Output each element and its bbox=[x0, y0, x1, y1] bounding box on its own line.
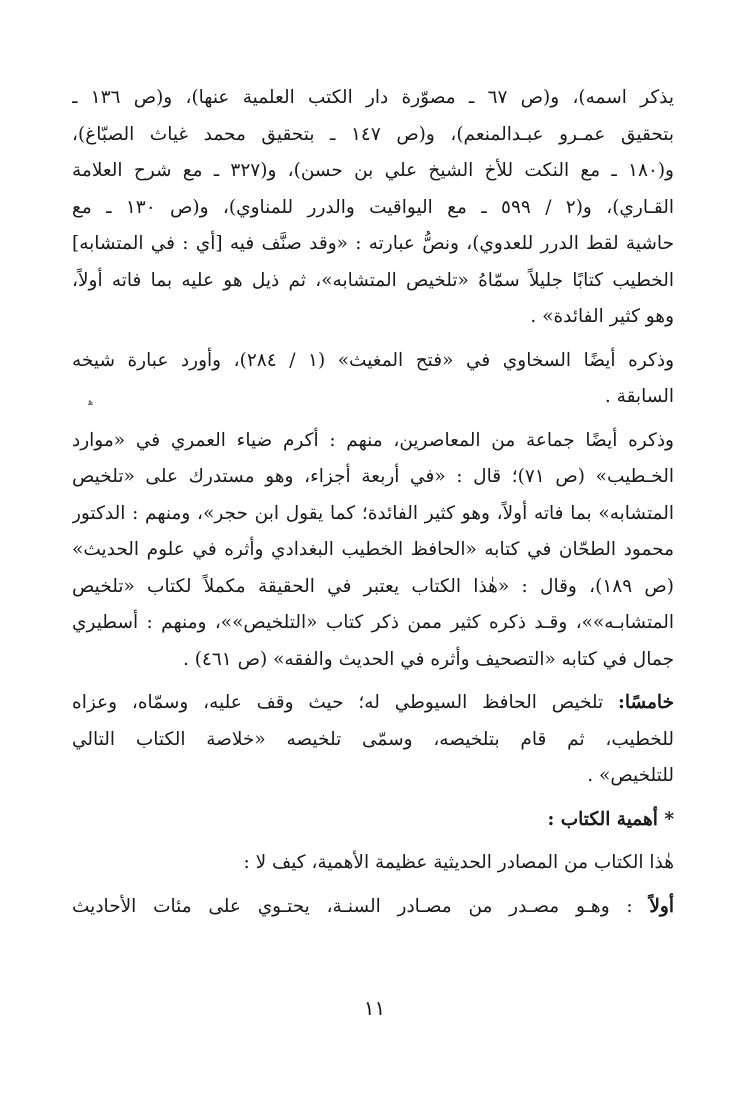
section-heading: * أهمية الكتاب : bbox=[547, 808, 674, 830]
text-line: السابقة . bbox=[604, 386, 674, 407]
text-line bbox=[72, 685, 674, 722]
text-line: الخطيب كتابًا جليلاً سمّاهُ «تلخيص المتشابه»، ثم ذيل هو عليه بما فاته أولاً، bbox=[72, 269, 674, 291]
text-line: وذكره أيضًا جماعة من المعاصرين، منهم : أكرم ضياء العمري في «موارد bbox=[72, 429, 674, 451]
text-run: تلخيص الحافظ السيوطي له؛ حيث وقف عليه، وسمّاه، وعزاه bbox=[72, 692, 619, 713]
text-line: (ص ١٨٩)، وقال : «هٰذا الكتاب يعتبر في الحقيقة مكملاً لكتاب «تلخيص bbox=[72, 575, 674, 597]
text-line: المتشابه» بما فاته أولاً، وهو كثير الفائدة؛ كما يقول ابن حجر»، ومنهم : الدكتور bbox=[72, 502, 674, 524]
paragraph-3 bbox=[72, 423, 674, 679]
text-line: وهو كثير الفائدة» . bbox=[530, 306, 674, 327]
text-line: المتشابـه»»، وقـد ذكره كثير ممن ذكر كتاب «التلخيص»»، ومنهم : أسطيري bbox=[72, 612, 674, 633]
first-point-lead: أولاً bbox=[649, 895, 674, 917]
page-number: ١١ bbox=[363, 996, 386, 1020]
text-line: يذكر اسمه)، و(ص ٦٧ ـ مصوّرة دار الكتب العلمية عنها)، و(ص ١٣٦ ـ bbox=[72, 87, 674, 108]
paragraph-1 bbox=[72, 80, 674, 336]
page-text-block bbox=[72, 80, 674, 925]
text-run: : وهـو مصـدر من مصـادر السنـة، يحتـوي على مئات الأحاديث bbox=[72, 895, 650, 917]
paragraph-lead: خامسًا: bbox=[618, 692, 674, 713]
margin-mark: ﻫ bbox=[88, 397, 94, 408]
section-intro: هٰذا الكتاب من المصادر الحديثية عظيمة الأهمية، كيف لا : bbox=[243, 852, 674, 873]
paragraph-2 bbox=[72, 343, 674, 416]
text-line: بتحقيق عمـرو عبـدالمنعم)، و(ص ١٤٧ ـ بتحقيق محمد غياث الصبّاغ)، bbox=[72, 123, 674, 145]
text-line: حاشية لقط الدرر للعدوي)، ونصُّ عبارته : «وقد صنَّف فيه [أي : في المتشابه] bbox=[72, 233, 674, 254]
text-line: للخطيب، ثم قام بتلخيصه، وسمّى تلخيصه «خلاصة الكتاب التالي bbox=[72, 728, 674, 750]
text-line: محمود الطحّان في كتابه «الحافظ الخطيب البغدادي وأثره في علوم الحديث» bbox=[72, 539, 674, 560]
paragraph-4 bbox=[72, 685, 674, 795]
text-line: و(١٨٠ ـ مع النكت للأخ الشيخ علي بن حسن)، و(٣٢٧ ـ مع شرح العلامة bbox=[72, 160, 674, 181]
text-line: الخـطيب» (ص ٧١)؛ قال : «في أربعة أجزاء، وهو مستدرك على «تلخيص bbox=[72, 466, 674, 487]
text-line: جمال في كتابه «التصحيف وأثره في الحديث والفقه» (ص ٤٦١) . bbox=[182, 648, 674, 670]
text-line bbox=[72, 889, 674, 926]
text-line: وذكره أيضًا السخاوي في «فتح المغيث» (١ / ٢٨٤)، وأورد عبارة شيخه bbox=[72, 349, 674, 371]
text-line: للتلخيص» . bbox=[587, 765, 674, 786]
text-line: القـاري)، و(٢ / ٥٩٩ ـ مع اليواقيت والدرر للمناوي)، و(ص ١٣٠ ـ مع bbox=[72, 196, 674, 218]
